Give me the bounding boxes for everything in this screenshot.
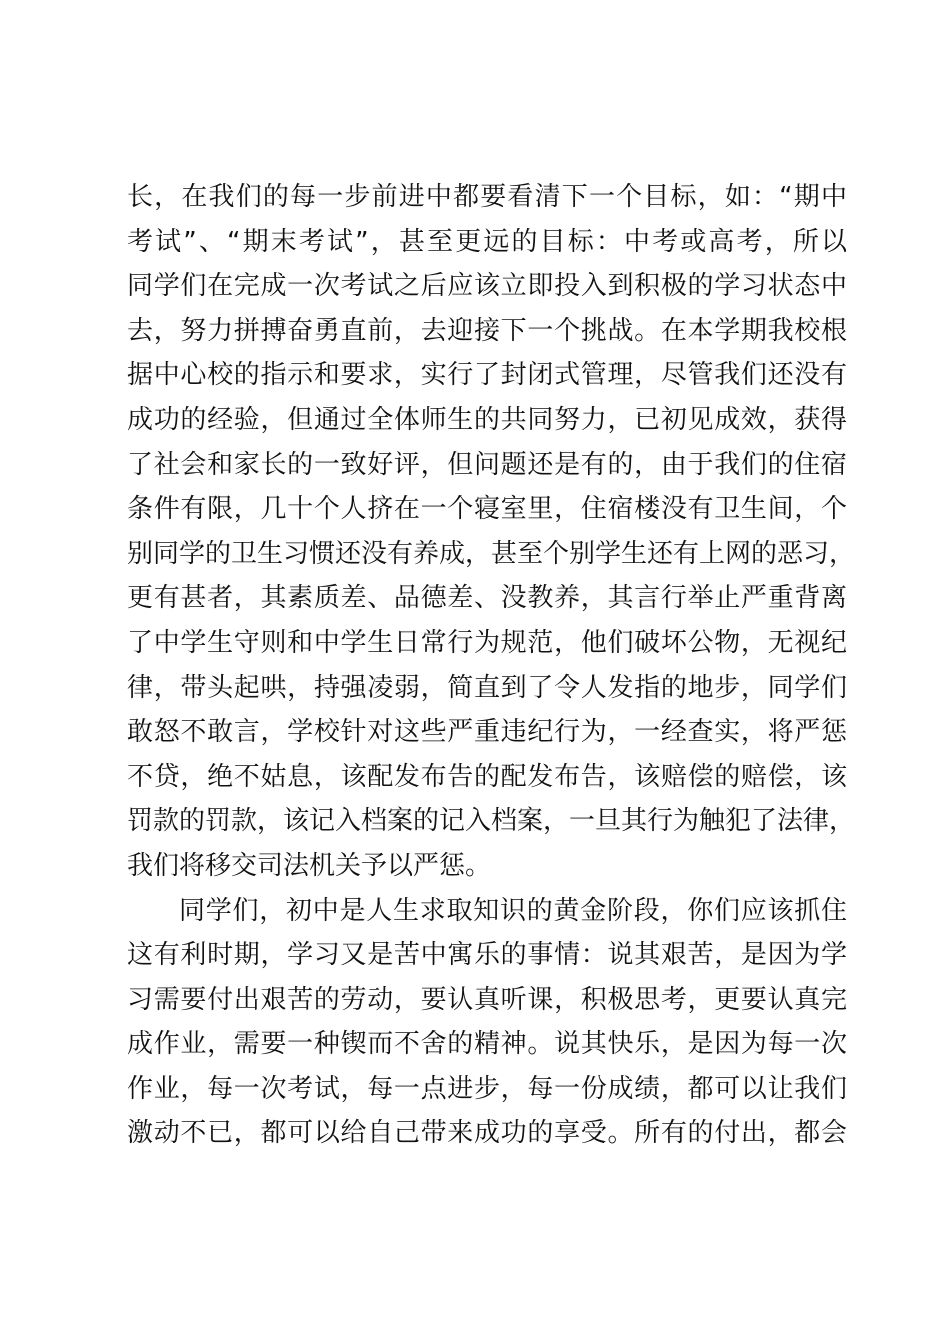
paragraph-1 — [127, 175, 856, 889]
text-line: 习需要付出艰苦的劳动，要认真听课，积极思考，更要认真完 — [127, 984, 847, 1015]
text-line: 我们将移交司法机关予以严惩。 — [127, 850, 492, 881]
text-line: 考试”、“期末考试”，甚至更远的目标：中考或高考，所以 — [127, 226, 847, 257]
text-line: 据中心校的指示和要求，实行了封闭式管理，尽管我们还没有 — [127, 360, 847, 391]
text-line: 了中学生守则和中学生日常行为规范，他们破坏公物，无视纪 — [127, 627, 847, 658]
text-line: 成作业，需要一种锲而不舍的精神。说其快乐，是因为每一次 — [127, 1029, 847, 1060]
text-line: 这有利时期，学习又是苦中寓乐的事情：说其艰苦，是因为学 — [127, 940, 847, 971]
text-line: 更有甚者，其素质差、品德差、没教养，其言行举止严重背离 — [127, 583, 847, 614]
text-line: 别同学的卫生习惯还没有养成，甚至个别学生还有上网的恶习， — [127, 538, 856, 569]
body-text — [127, 175, 856, 1156]
text-line: 作业，每一次考试，每一点进步，每一份成绩，都可以让我们 — [127, 1073, 847, 1104]
text-line: 罚款的罚款，该记入档案的记入档案，一旦其行为触犯了法律， — [127, 806, 856, 837]
text-line: 不贷，绝不姑息，该配发布告的配发布告，该赔偿的赔偿，该 — [127, 761, 847, 792]
text-line: 长，在我们的每一步前进中都要看清下一个目标，如：“期中 — [127, 182, 847, 212]
text-line: 律，带头起哄，持强凌弱，简直到了令人发指的地步，同学们 — [127, 672, 847, 703]
text-line: 成功的经验，但通过全体师生的共同努力，已初见成效，获得 — [127, 404, 847, 435]
text-line: 敢怒不敢言，学校针对这些严重违纪行为，一经查实，将严惩 — [127, 717, 847, 748]
text-line: 同学们在完成一次考试之后应该立即投入到积极的学习状态中 — [127, 271, 847, 302]
text-line: 激动不已，都可以给自己带来成功的享受。所有的付出，都会 — [127, 1118, 847, 1149]
paragraph-2 — [127, 889, 847, 1157]
text-line: 了社会和家长的一致好评，但问题还是有的，由于我们的住宿 — [127, 449, 847, 480]
text-line: 去，努力拼搏奋勇直前，去迎接下一个挑战。在本学期我校根 — [127, 315, 847, 346]
text-line: 条件有限，几十个人挤在一个寝室里，住宿楼没有卫生间，个 — [127, 494, 847, 525]
text-line: 同学们，初中是人生求取知识的黄金阶段，你们应该抓住 — [179, 895, 847, 926]
